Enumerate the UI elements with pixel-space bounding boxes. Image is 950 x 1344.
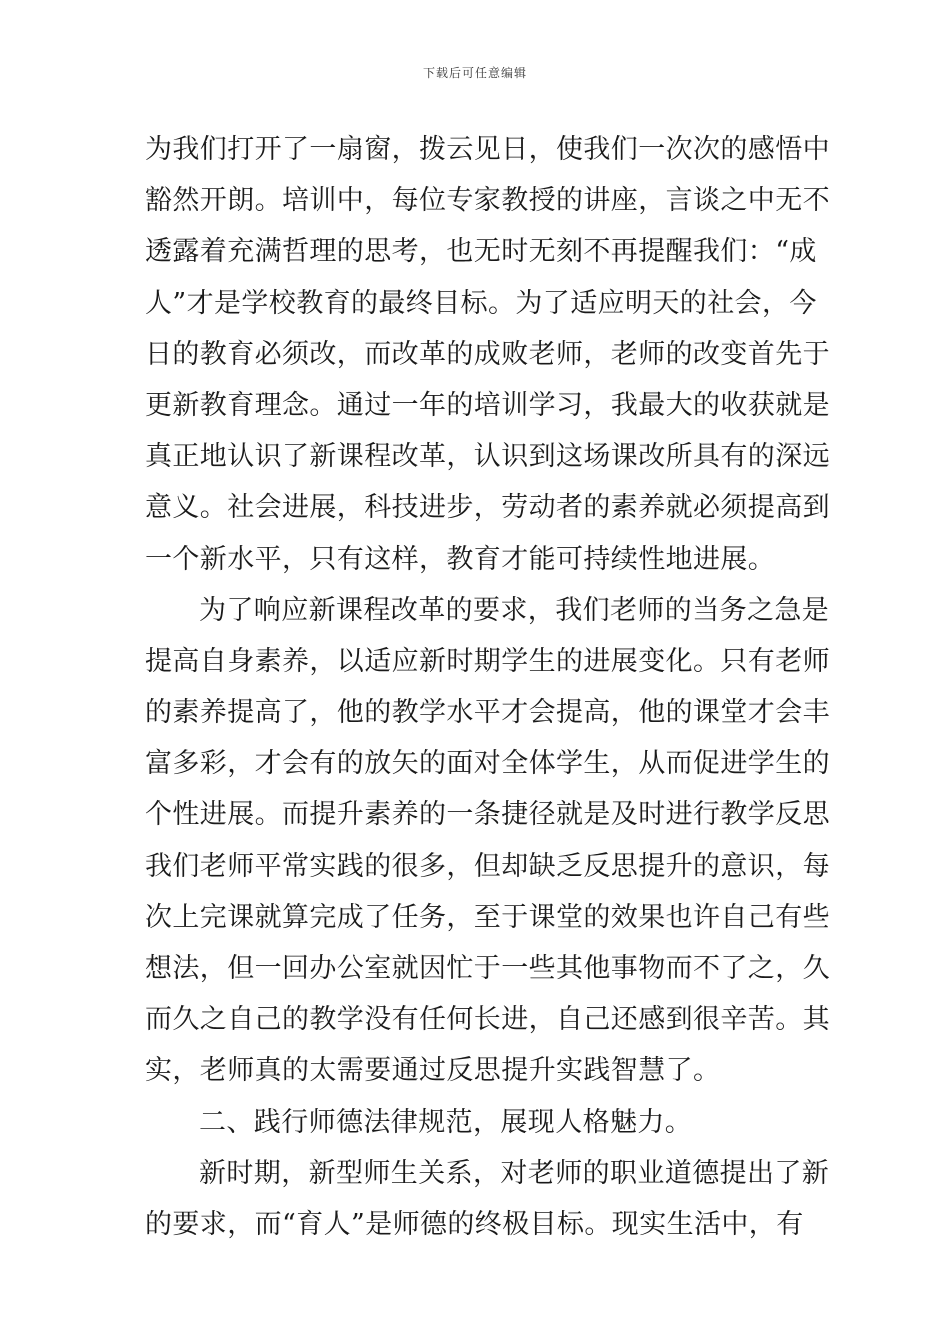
text-line: 透露着充满哲理的思考，也无时无刻不再提醒我们：“成 [145,236,817,268]
text-line: 豁然开朗。培训中，每位专家教授的讲座，言谈之中无不 [145,185,830,217]
text-line: 我们老师平常实践的很多，但却缺乏反思提升的意识，每 [145,850,830,882]
section-heading: 二、践行师德法律规范，展现人格魅力。 [199,1106,693,1138]
text-line: 人”才是学校教育的最终目标。为了适应明天的社会，今 [145,287,817,319]
text-line: 富多彩，才会有的放矢的面对全体学生，从而促进学生的 [145,748,830,780]
text-line: 的素养提高了，他的教学水平才会提高，他的课堂才会丰 [145,697,830,729]
text-line: 日的教育必须改，而改革的成败老师，老师的改变首先于 [145,338,830,370]
text-line: 为我们打开了一扇窗，拨云见日，使我们一次次的感悟中 [145,134,830,165]
paragraph-start-line: 为了响应新课程改革的要求，我们老师的当务之急是 [199,594,830,626]
text-line: 个性进展。而提升素养的一条捷径就是及时进行教学反思 [145,799,830,831]
text-line: 实，老师真的太需要通过反思提升实践智慧了。 [145,1055,721,1087]
text-line: 次上完课就算完成了任务，至于课堂的效果也许自己有些 [145,901,830,933]
text-line: 真正地认识了新课程改革，认识到这场课改所具有的深远 [145,441,830,473]
text-line: 而久之自己的教学没有任何长进，自己还感到很辛苦。其 [145,1004,830,1036]
document-body [145,124,830,1250]
text-line: 提高自身素养，以适应新时期学生的进展变化。只有老师 [145,645,830,677]
text-line: 意义。社会进展，科技进步，劳动者的素养就必须提高到 [145,492,830,524]
text-line: 一个新水平，只有这样，教育才能可持续性地进展。 [145,543,776,575]
text-line: 更新教育理念。通过一年的培训学习，我最大的收获就是 [145,389,830,421]
page-header: 下载后可任意编辑 [422,66,527,80]
text-line: 想法，但一回办公室就因忙于一些其他事物而不了之，久 [145,953,830,984]
paragraph-start-line: 新时期，新型师生关系，对老师的职业道德提出了新 [199,1157,830,1189]
text-line: 的要求，而“育人”是师德的终极目标。现实生活中，有 [145,1208,804,1240]
